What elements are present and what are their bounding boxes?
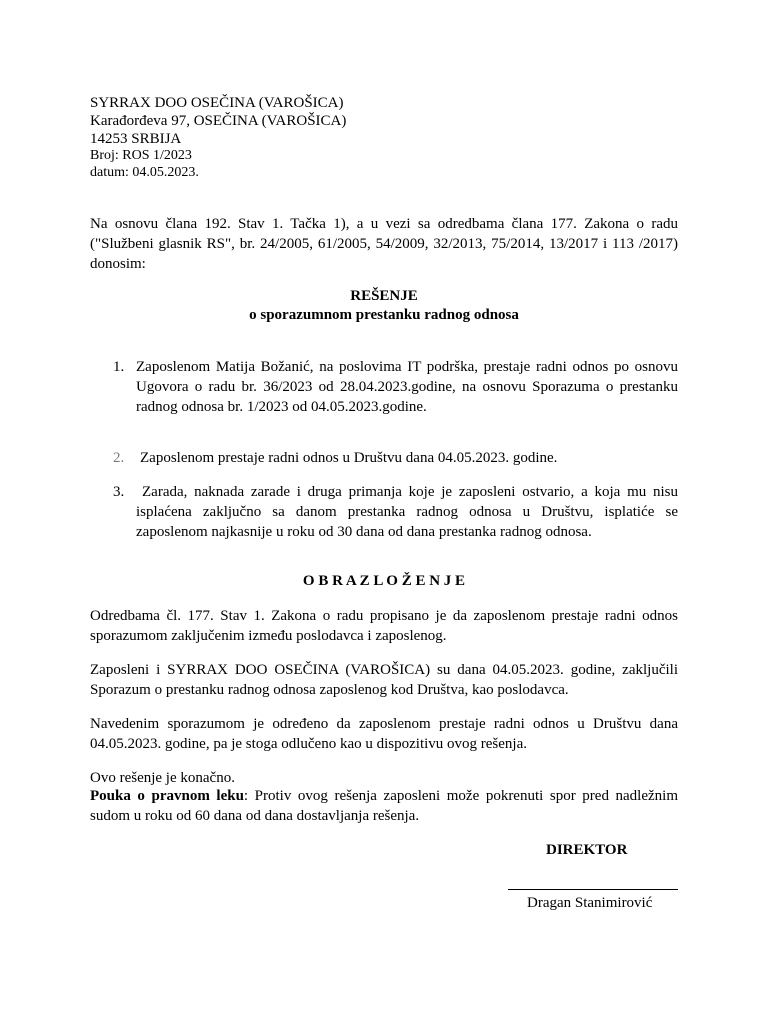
reasoning-title: O B R A Z L O Ž E N J E — [302, 573, 466, 589]
document-number: Broj: ROS 1/2023 — [90, 148, 192, 163]
company-address: Karađorđeva 97, OSEČINA (VAROŠICA) — [90, 113, 347, 129]
company-city: 14253 SRBIJA — [90, 131, 182, 147]
intro-paragraph: Na osnovu člana 192. Stav 1. Tačka 1), a u vezi sa odredbama člana 177. Zakona o radu ("Službeni glasnik RS", br. 24/2005, 61/2005, 54/2009, 32/2013, 75/2014, 13/2017 i 113 /2017) donosim: — [90, 216, 678, 272]
legal-remedy-text: : Protiv ovog rešenja zaposleni može pokrenuti spor pred nadležnim sudom u roku od 60 dana od dana dostavljanja rešenja. — [90, 788, 678, 824]
company-name: SYRRAX DOO OSEČINA (VAROŠICA) — [90, 95, 344, 111]
document-date: datum: 04.05.2023. — [90, 165, 199, 180]
signature-role: DIREKTOR — [546, 842, 628, 858]
reasoning-paragraph-2: Zaposleni i SYRRAX DOO OSEČINA (VAROŠICA) su dana 04.05.2023. godine, zaključili Sporazum o prestanku radnog odnosa zaposlenog kod Društva, kao poslodavca. — [90, 662, 678, 698]
legal-remedy-label: Pouka o pravnom leku — [90, 788, 244, 804]
item-text-1: Zaposlenom Matija Božanić, na poslovima IT podrška, prestaje radni odnos po osnovu Ugovora o radu br. 36/2023 od 28.04.2023.godine, na osnovu Sporazuma o prestanku radnog odnosa br. 1/2023 od 04.05.2023.godine. — [136, 359, 678, 415]
item-text-2: Zaposlenom prestaje radni odnos u Društvu dana 04.05.2023. godine. — [140, 450, 558, 466]
item-text-3: Zarada, naknada zarade i druga primanja koje je zaposleni ostvario, a koja mu nisu isplaćena zaključno sa danom prestanka radnog odnosa u Društvu, isplatiće se zaposlenom najkasnije u roku od 30 dana od dana prestanka radnog odnosa. — [136, 484, 678, 540]
decision-title: REŠENJE — [350, 288, 418, 304]
decision-subtitle: o sporazumnom prestanku radnog odnosa — [249, 307, 519, 323]
reasoning-paragraph-3: Navedenim sporazumom je određeno da zaposlenom prestaje radni odnos u Društvu dana 04.05.2023. godine, pa je stoga odlučeno kao u dispozitivu ovog rešenja. — [90, 716, 678, 752]
item-number-1: 1. — [113, 359, 125, 375]
final-statement: Ovo rešenje je konačno. — [90, 770, 235, 786]
item-number-2: 2. — [113, 450, 125, 466]
signature-name: Dragan Stanimirović — [527, 895, 653, 911]
reasoning-paragraph-1: Odredbama čl. 177. Stav 1. Zakona o radu propisano je da zaposlenom prestaje radni odnos sporazumom zaključenim između poslodavca i zaposlenog. — [90, 608, 678, 644]
signature-line — [508, 889, 678, 890]
legal-remedy — [90, 786, 678, 826]
item-number-3: 3. — [113, 484, 125, 500]
